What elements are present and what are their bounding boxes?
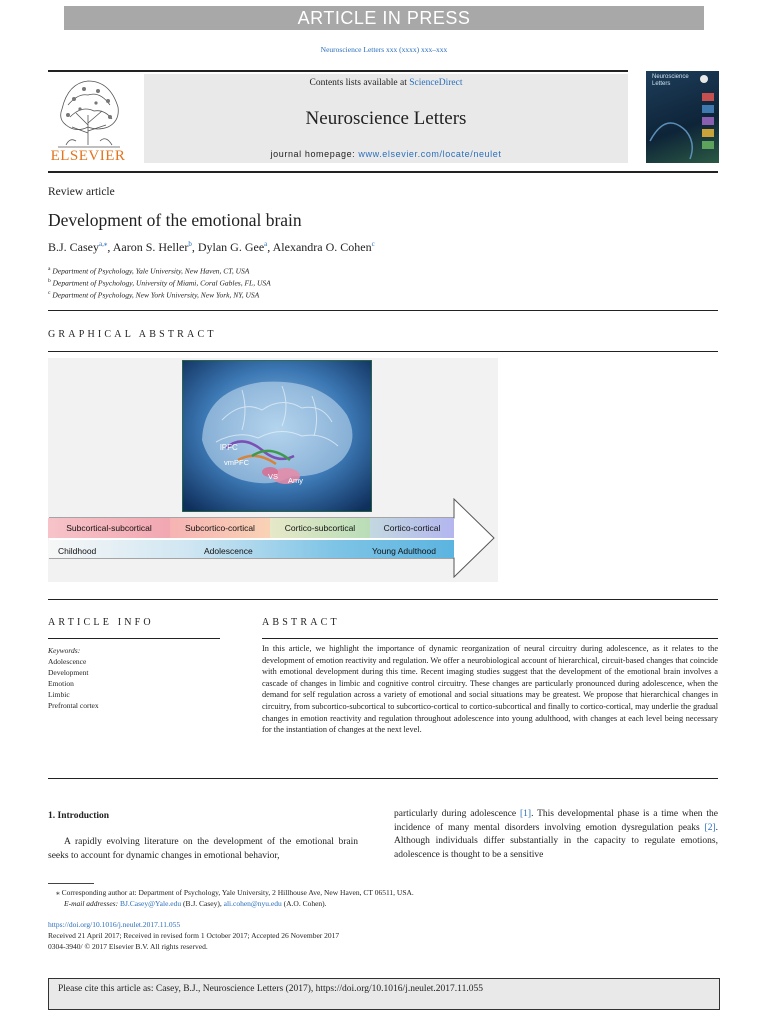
section-rule: [48, 351, 718, 352]
email-link[interactable]: BJ.Casey@Yale.edu: [119, 899, 182, 908]
stage-subcortico-cortical: Subcortico-cortical: [170, 518, 270, 538]
cover-journal-title: Neuroscience Letters: [652, 74, 689, 87]
stage-subcortical-subcortical: Subcortical-subcortical: [48, 518, 170, 538]
masthead-bottom-rule: [48, 171, 718, 173]
affiliation-marker: a: [48, 266, 51, 272]
introduction-heading: 1. Introduction: [48, 811, 110, 821]
email-footnote: [48, 899, 327, 908]
copyright-notice: 0304-3940/ © 2017 Elsevier B.V. All rights reserved.: [48, 942, 208, 951]
section-rule: [48, 310, 718, 311]
reference-link[interactable]: [2]: [704, 822, 716, 833]
circuitry-stage-bar: [48, 518, 454, 538]
author-name[interactable]: Alexandra O. Cohen: [272, 240, 372, 254]
brain-label-amy: Amy: [288, 476, 303, 485]
affiliation-marker: c: [48, 290, 51, 296]
stage-cortico-subcortical: Cortico-subcortical: [270, 518, 370, 538]
article-in-press-banner: ARTICLE IN PRESS: [64, 6, 704, 30]
phase-adolescence: Adolescence: [204, 546, 253, 556]
homepage-link[interactable]: www.elsevier.com/locate/neulet: [358, 149, 502, 159]
article-title: Development of the emotional brain: [48, 210, 302, 230]
affiliation-text: Department of Psychology, New York University, New York, NY, USA: [52, 290, 260, 300]
affiliation: [48, 278, 271, 288]
email-owner: (A.O. Cohen).: [281, 899, 327, 908]
stage-cortico-cortical: Cortico-cortical: [370, 518, 454, 538]
keyword-item[interactable]: Adolescence: [48, 657, 87, 666]
homepage-line: [144, 149, 628, 159]
abstract-rule: [262, 638, 718, 639]
intro-col2-text: . Although individuals differ substantially in the capacity to regulate emotions, adolescence is thought to be a sensitive: [394, 822, 718, 860]
doi-link[interactable]: https://doi.org/10.1016/j.neulet.2017.11.055: [48, 920, 181, 929]
keywords-label: Keywords:: [48, 646, 81, 655]
email-label: E-mail addresses:: [64, 899, 119, 908]
received-dates: Received 21 April 2017; Received in revised form 1 October 2017; Accepted 26 November 2017: [48, 931, 340, 940]
author-affiliation-marker[interactable]: a: [264, 240, 268, 248]
author-list: [48, 240, 375, 255]
intro-col2-text: . This developmental phase is a time when the incidence of many mental disorders involving emotion dysregulation peaks: [394, 809, 718, 833]
author-separator: ,: [191, 240, 198, 254]
brain-label-vmpfc: vmPFC: [224, 458, 249, 467]
author-separator: ,: [267, 240, 273, 254]
corresponding-author-footnote: ⁎ Corresponding author at: Department of Psychology, Yale University, 2 Hillhouse Ave, New Haven, CT 06511, USA.: [56, 888, 414, 897]
email-link[interactable]: ali.cohen@nyu.edu: [223, 899, 282, 908]
abstract-heading: ABSTRACT: [262, 617, 340, 628]
journal-reference-link[interactable]: Neuroscience Letters xxx (xxxx) xxx–xxx: [320, 45, 448, 54]
sciencedirect-link[interactable]: ScienceDirect: [409, 78, 463, 88]
contents-line: [144, 78, 628, 88]
article-info-heading: ARTICLE INFO: [48, 617, 154, 628]
author-name[interactable]: Dylan G. Gee: [197, 240, 265, 254]
citation-text[interactable]: Please cite this article as: Casey, B.J., Neuroscience Letters (2017), https://doi.org/10.1016/j.neulet.2017.11.055: [58, 984, 483, 994]
keyword-item[interactable]: Limbic: [48, 690, 70, 699]
section-rule: [48, 778, 718, 779]
affiliation: [48, 266, 249, 276]
section-rule: [48, 599, 718, 600]
intro-column-1: A rapidly evolving literature on the development of the emotional brain seeks to account for dynamic changes in emotional behavior,: [48, 837, 358, 861]
author-affiliation-marker[interactable]: c: [371, 240, 375, 248]
author-separator: ,: [107, 240, 113, 254]
author-name[interactable]: Aaron S. Heller: [112, 240, 189, 254]
brain-label-lpfc: lPFC: [220, 443, 238, 452]
affiliation-text: Department of Psychology, Yale University, New Haven, CT, USA: [52, 266, 250, 276]
intro-col2-text: particularly during adolescence: [394, 809, 517, 819]
affiliation-text: Department of Psychology, University of Miami, Coral Gables, FL, USA: [52, 278, 271, 288]
keyword-item[interactable]: Development: [48, 668, 89, 677]
author-affiliation-marker[interactable]: b: [188, 240, 192, 248]
journal-name: Neuroscience Letters: [305, 108, 467, 129]
reference-link[interactable]: [1]: [519, 809, 532, 819]
footnote-rule: [48, 883, 94, 884]
intro-column-2: [394, 808, 718, 862]
homepage-prefix: journal homepage:: [270, 149, 356, 159]
brain-image: [182, 360, 372, 512]
developmental-arrow: [48, 498, 496, 578]
publisher-name: ELSEVIER: [50, 148, 126, 164]
email-owner: (B.J. Casey),: [181, 899, 224, 908]
article-type: Review article: [48, 186, 115, 198]
affiliation-marker: b: [48, 278, 51, 284]
contents-prefix: Contents lists available at: [309, 78, 407, 88]
phase-childhood: Childhood: [58, 546, 97, 556]
article-info-rule: [48, 638, 220, 639]
keyword-item[interactable]: Prefrontal cortex: [48, 701, 99, 710]
author-affiliation-marker[interactable]: a,⁎: [99, 240, 108, 248]
masthead-top-rule: [48, 70, 628, 72]
author-name[interactable]: B.J. Casey: [48, 240, 99, 254]
graphical-abstract-heading: GRAPHICAL ABSTRACT: [48, 329, 217, 340]
affiliation: [48, 290, 259, 300]
phase-young-adulthood: Young Adulthood: [372, 546, 436, 556]
abstract-text: In this article, we highlight the importance of dynamic reorganization of neural circuitry during adolescence, as it relates to the development of emotion reactivity and regulation. We offer a neurobiological account of hierarchical, circuit-based changes that coincide with emotional development during this time. Recent imaging studies suggest that the development of the emotional brain involves a cascade of changes in limbic and cognitive control circuitry. These changes are particularly pronounced during adolescence, when the demand for self regulation across a variety of emotional and social situations may be greatest. We propose that hierarchical changes in circuitry, from subcortico-subcortical to subcortico-cortical to cortico-subcortical and finally to cortico-cortical, may underlie the gradual changes in emotion reactivity and regulation throughout adolescence into young adulthood, with changes at each level being necessary for the instantiation of changes at the next level.: [262, 644, 718, 735]
citation-box: [48, 978, 720, 1010]
brain-label-vs: VS: [268, 472, 279, 481]
keyword-item[interactable]: Emotion: [48, 679, 74, 688]
